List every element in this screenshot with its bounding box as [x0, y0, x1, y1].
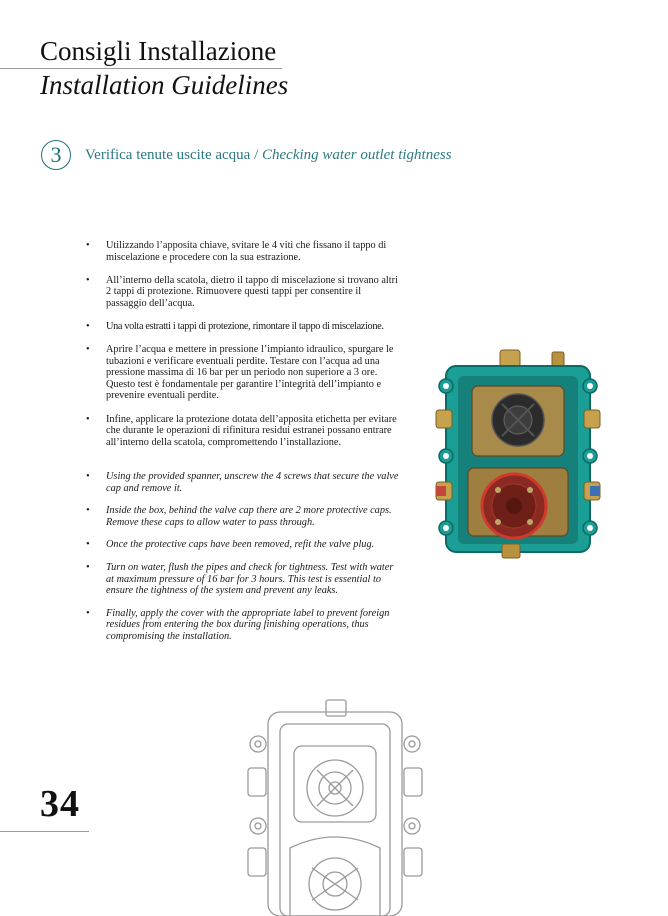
- step-number: 3: [50, 142, 62, 167]
- list-item: • Inside the box, behind the valve cap there are 2 more protective caps. Remove these caps to allow water to pass through.: [86, 505, 400, 528]
- title-divider: [0, 68, 282, 69]
- list-item: • Una volta estratti i tappi di protezione, rimontare il tappo di miscelazione.: [86, 321, 400, 333]
- list-item: • Turn on water, flush the pipes and check for tightness. Test with water at maximum pressure of 16 bar for 3 hours. This test is essential to ensure the tightness of the system and prevent any leaks.: [86, 562, 400, 597]
- list-item: • Utilizzando l’apposita chiave, svitare le 4 viti che fissano il tappo di miscelazione e procedere con la sua estrazione.: [86, 240, 400, 263]
- page-number-divider: [0, 831, 89, 832]
- list-item: • Once the protective caps have been removed, refit the valve plug.: [86, 539, 400, 551]
- step-number-badge: [41, 140, 71, 170]
- list-item: • All’interno della scatola, dietro il tappo di miscelazione si trovano altri 2 tappi di protezione. Rimuovere questi tappi per consentire il passaggio dell’acqua.: [86, 275, 400, 310]
- instructions-italian: [86, 240, 400, 460]
- mixer-box-photo: [432, 346, 604, 560]
- list-item: • Aprire l’acqua e mettere in pressione l’impianto idraulico, spurgare le tubazioni e verificare eventuali perdite. Testare con l’acqua ad una pressione massima di 16 bar per un periodo non superiore a 3 ore. Questo test è fondamentale per garantire l’integrità dell’impianto e prevenire eventuali perdite.: [86, 344, 400, 402]
- instructions-english: [86, 471, 400, 654]
- mixer-box-line-drawing: [240, 698, 430, 916]
- page-number: 34: [40, 783, 80, 825]
- title-english: Installation Guidelines: [40, 70, 289, 100]
- step-heading-english: Checking water outlet tightness: [262, 147, 452, 163]
- list-item: • Infine, applicare la protezione dotata dell’apposita etichetta per evitare che durante le operazioni di rifinitura residui estranei possano entrare all’interno della scatola, compromettendo l’installazione.: [86, 414, 400, 449]
- list-item: • Using the provided spanner, unscrew the 4 screws that secure the valve cap and remove it.: [86, 471, 400, 494]
- list-item: • Finally, apply the cover with the appropriate label to prevent foreign residues from entering the box during finishing operations, thus compromising the installation.: [86, 608, 400, 643]
- title-italian: Consigli Installazione: [40, 36, 277, 66]
- step-heading-italian: Verifica tenute uscite acqua /: [85, 147, 259, 163]
- step-heading: [85, 147, 452, 164]
